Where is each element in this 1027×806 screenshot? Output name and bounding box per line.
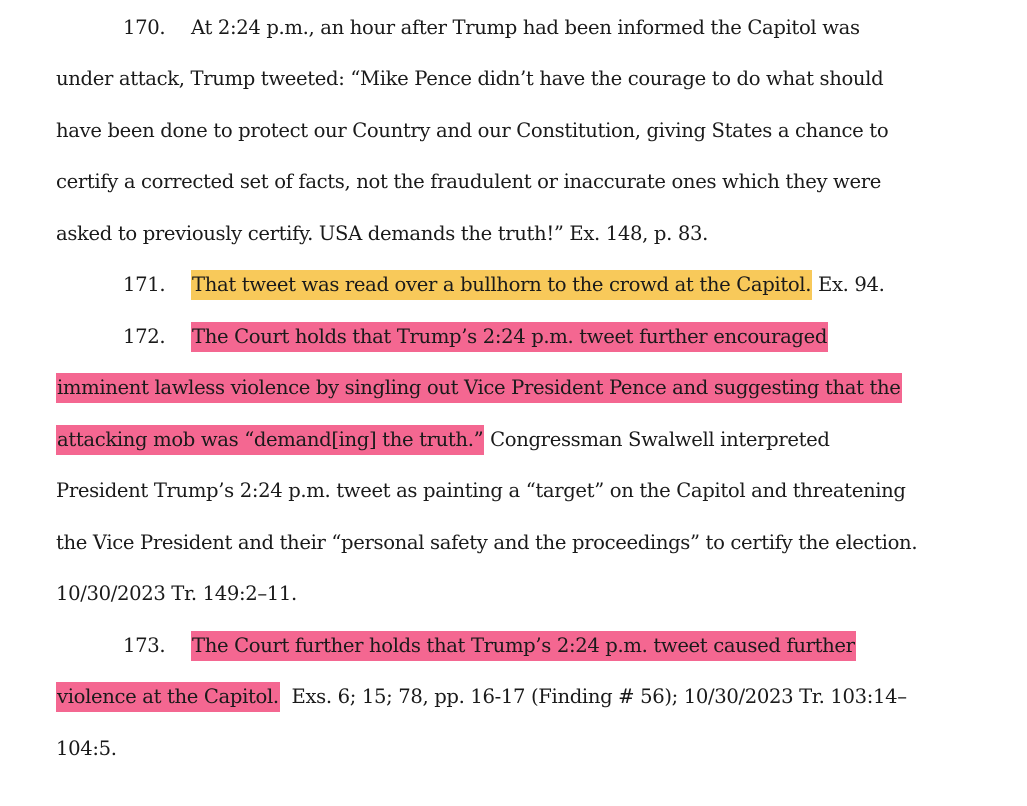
highlighted-text-pink: attacking mob was “demand[ing] the truth.” (56, 425, 484, 455)
paragraph-170-line-4 (56, 167, 881, 197)
paragraph-172-text-5: the Vice President and their “personal safety and the proceedings” to certify the election. (56, 531, 918, 554)
paragraph-172-line-3 (56, 425, 830, 455)
paragraph-170-text-3: have been done to protect our Country and our Constitution, giving States a chance to (56, 119, 889, 142)
paragraph-170-line-2 (56, 64, 883, 94)
highlighted-text-yellow: That tweet was read over a bullhorn to the crowd at the Capitol. (191, 270, 812, 300)
paragraph-173-line-3 (56, 734, 117, 764)
paragraph-172-text-4: President Trump’s 2:24 p.m. tweet as painting a “target” on the Capitol and threatening (56, 479, 906, 502)
paragraph-170-line-1 (123, 13, 860, 43)
paragraph-172-citation: 10/30/2023 Tr. 149:2–11. (56, 582, 297, 605)
paragraph-170-line-3 (56, 116, 888, 146)
highlighted-text-pink: imminent lawless violence by singling out Vice President Pence and suggesting that the (56, 373, 902, 403)
paragraph-173-line-2 (56, 682, 907, 712)
paragraph-172-line-5 (56, 528, 917, 558)
paragraph-number-170: 170. (123, 16, 166, 39)
paragraph-172-line-2 (56, 373, 902, 403)
paragraph-170-line-5 (56, 219, 708, 249)
paragraph-172-line-6 (56, 579, 297, 609)
highlighted-text-pink: violence at the Capitol. (56, 682, 280, 712)
paragraph-number-173: 173. (123, 634, 166, 657)
paragraph-number-171: 171. (123, 273, 166, 296)
highlighted-text-pink: The Court holds that Trump’s 2:24 p.m. tweet further encouraged (191, 322, 828, 352)
paragraph-170-text-2: under attack, Trump tweeted: “Mike Pence didn’t have the courage to do what should (56, 67, 884, 90)
paragraph-173-citation: Exs. 6; 15; 78, pp. 16-17 (Finding # 56); 10/30/2023 Tr. 103:14– (279, 685, 907, 708)
paragraph-number-172: 172. (123, 325, 166, 348)
paragraph-172-text-3: Congressman Swalwell interpreted (484, 428, 830, 451)
paragraph-170-text-5: asked to previously certify. USA demands the truth!” Ex. 148, p. 83. (56, 222, 708, 245)
paragraph-170-text-4: certify a corrected set of facts, not the fraudulent or inaccurate ones which they were (56, 170, 881, 193)
paragraph-172-line-4 (56, 476, 906, 506)
paragraph-171-line-1 (123, 270, 885, 300)
paragraph-170-text-1: At 2:24 p.m., an hour after Trump had been informed the Capitol was (191, 16, 860, 39)
paragraph-171-citation: Ex. 94. (812, 273, 885, 296)
paragraph-172-line-1 (123, 322, 828, 352)
highlighted-text-pink: The Court further holds that Trump’s 2:24 p.m. tweet caused further (191, 631, 856, 661)
paragraph-173-line-1 (123, 631, 856, 661)
paragraph-173-citation-end: 104:5. (56, 737, 117, 760)
